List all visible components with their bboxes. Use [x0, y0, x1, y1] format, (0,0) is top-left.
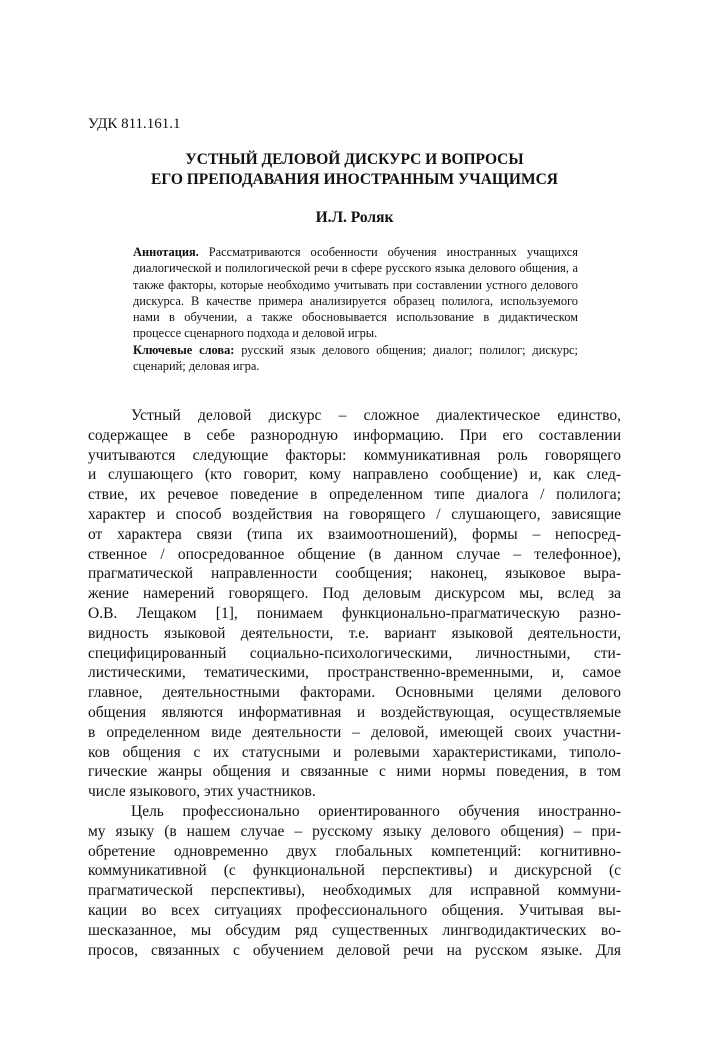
body-text-line: видность языковой деятельности, т.е. вариант языковой деятельности,	[88, 624, 621, 642]
body-text-line: гические жанры общения и связанные с ними нормы поведения, в том	[88, 763, 621, 781]
keywords-label: Ключевые слова:	[133, 342, 235, 357]
body-text-line: О.В. Лещаком [1], понимаем функционально-прагматическую разно-	[88, 604, 621, 622]
body-text-line: общения являются информативная и воздействующая, осуществляемые	[88, 703, 621, 721]
body-text-line: и слушающего (кто говорит, кому направлено сообщение) и, как след-	[88, 466, 621, 484]
title-line-2: ЕГО ПРЕПОДАВАНИЯ ИНОСТРАННЫМ УЧАЩИМСЯ	[151, 171, 558, 188]
title-line-1: УСТНЫЙ ДЕЛОВОЙ ДИСКУРС И ВОПРОСЫ	[185, 151, 524, 168]
body-text-line: прагматической направленности сообщения; наконец, языковое выра-	[88, 565, 621, 583]
author-name: И.Л. Роляк	[315, 209, 394, 226]
body-text-line: листическими, тематическими, пространственно-временными, и, самое	[88, 664, 621, 682]
body-text-line: характер и способ воздействия на говорящего / слушающего, зависящие	[88, 505, 621, 523]
body-text-line: главное, деятельностными факторами. Основными целями делового	[88, 684, 621, 702]
body-text-line: шесказанное, мы обсудим ряд существенных лингводидактических во-	[88, 921, 621, 939]
body-text-line: ков общения с их статусными и ролевыми характеристиками, типоло-	[88, 743, 621, 761]
abstract-block	[133, 244, 578, 374]
body-text-line: просов, связанных с обучением деловой речи на русском языке. Для	[88, 941, 621, 959]
keywords-paragraph	[133, 342, 578, 375]
article-body	[88, 406, 621, 960]
body-text-line: жение намерений говорящего. Под деловым дискурсом мы, вслед за	[88, 585, 621, 603]
body-text-line: от характера связи (типа их взаимоотношений), формы – непосред-	[88, 525, 621, 543]
body-text-line: Цель профессионально ориентированного обучения иностранно-	[131, 802, 621, 820]
body-text-line: числе языкового, этих участников.	[88, 783, 316, 801]
body-text-line: прагматической перспективы), необходимых для исправной коммуни-	[88, 882, 621, 900]
body-text-line: ственное / опосредованное общение (в данном случае – телефонное),	[88, 545, 621, 563]
body-text-line: обретение одновременно двух глобальных компетенций: когнитивно-	[88, 842, 621, 860]
body-text-line: содержащее в себе разнородную информацию. При его составлении	[88, 426, 621, 444]
abstract-text: Рассматриваются особенности обучения иностранных учащихся диалогической и полилогической речи в сфере русского языка делового общения, а также факторы, которые необходимо учитывать при составлении устного делового дискурса. В качестве примера анализируется образец полилога, используемого нами в обучении, а также обосновывается использование в дидактическом процессе сценарного подхода и деловой игры.	[133, 245, 578, 341]
abstract-paragraph	[133, 244, 578, 342]
body-text-line: ствие, их речевое поведение в определенном типе диалога / полилога;	[88, 486, 621, 504]
body-text-line: в определенном виде деятельности – деловой, имеющей своих участни-	[88, 723, 621, 741]
article-title	[88, 150, 621, 190]
body-text-line: кации во всех ситуациях профессионального общения. Учитывая вы-	[88, 901, 621, 919]
body-text-line: коммуникативной (с функциональной перспективы) и дискурсной (с	[88, 862, 621, 880]
abstract-label: Аннотация.	[133, 245, 199, 259]
keywords-text: русский язык делового общения; диалог; полилог; дискурс; сценарий; деловая игра.	[133, 342, 578, 374]
udk-code: УДК 811.161.1	[88, 116, 181, 132]
body-text-line: учитываются следующие факторы: коммуникативная роль говорящего	[88, 446, 621, 464]
body-text-line: Устный деловой дискурс – сложное диалектическое единство,	[131, 407, 621, 424]
body-text-line: му языку (в нашем случае – русскому языку делового общения) – при-	[88, 822, 621, 840]
body-text-line: специфицированный социально-психологическими, личностными, сти-	[88, 644, 621, 662]
